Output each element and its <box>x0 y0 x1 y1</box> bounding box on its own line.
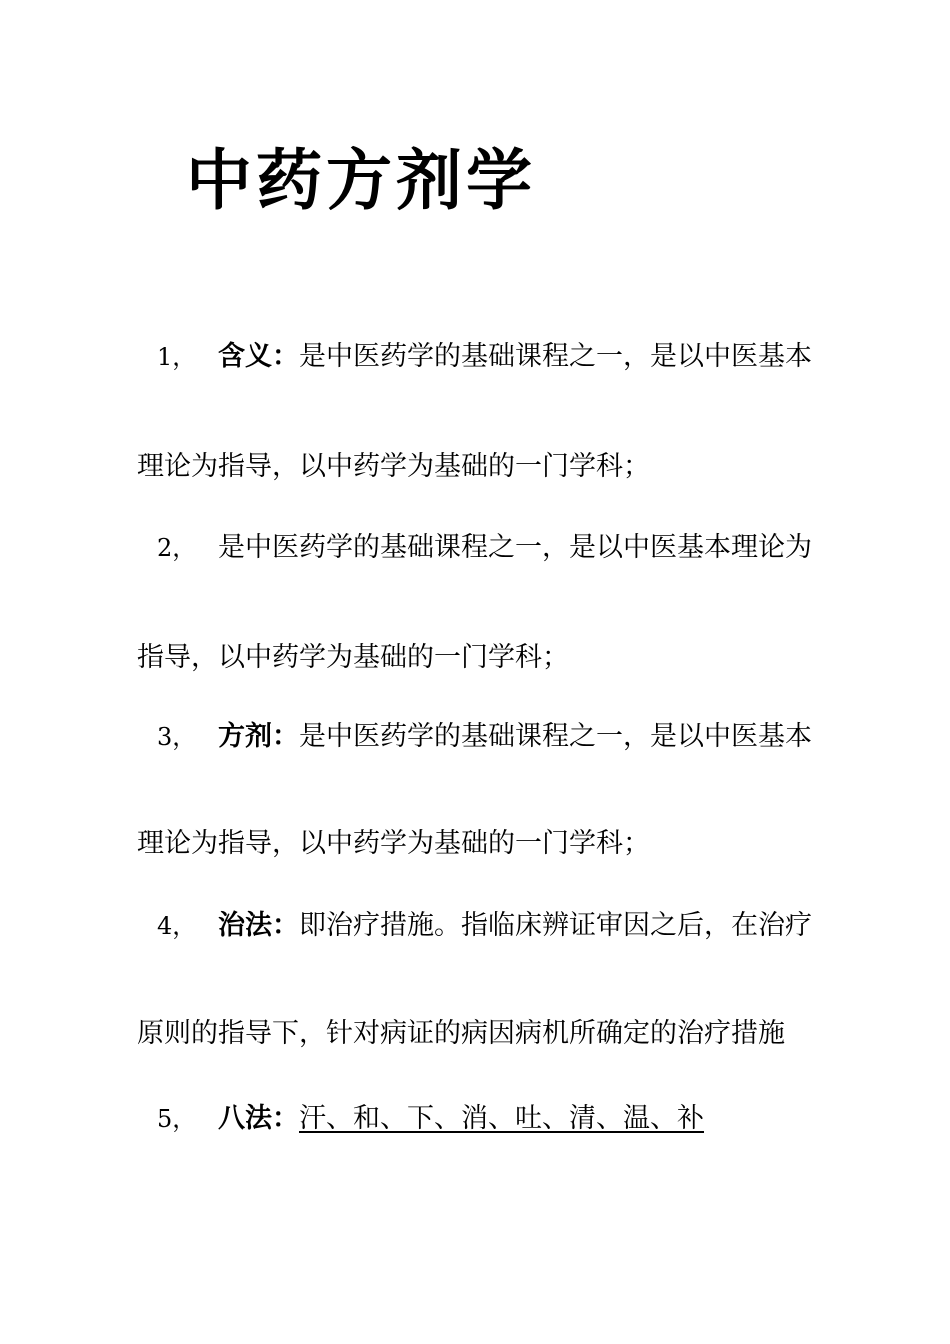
item-number: 3， <box>157 723 197 751</box>
item-continuation-line: 理论为指导，以中药学为基础的一门学科； <box>137 451 650 482</box>
item-first-line <box>218 1105 704 1132</box>
item-colon: ： <box>272 910 299 941</box>
item-number: 4， <box>157 912 197 940</box>
item-text: 是中医药学的基础课程之一，是以中医基本 <box>299 341 812 372</box>
item-first-line <box>218 912 812 939</box>
item-first-line <box>218 343 812 370</box>
item-term: 八法 <box>218 1103 272 1134</box>
item-continuation-line: 指导，以中药学为基础的一门学科； <box>137 642 569 673</box>
item-number: 2， <box>157 534 197 562</box>
item-colon: ： <box>272 1103 299 1134</box>
item-term: 方剂 <box>218 721 272 752</box>
item-number: 1， <box>157 343 197 371</box>
item-first-line <box>218 723 812 750</box>
document-title: 中药方剂学 <box>186 142 536 219</box>
item-colon: ： <box>272 341 299 372</box>
item-term: 含义 <box>218 341 272 372</box>
item-continuation-line: 理论为指导，以中药学为基础的一门学科； <box>137 828 650 859</box>
item-term: 治法 <box>218 910 272 941</box>
item-colon: ： <box>272 721 299 752</box>
item-text: 是中医药学的基础课程之一，是以中医基本 <box>299 721 812 752</box>
item-continuation-line: 原则的指导下，针对病证的病因病机所确定的治疗措施 <box>137 1018 785 1049</box>
item-text: 即治疗措施。指临床辨证审因之后，在治疗 <box>299 910 812 941</box>
item-number: 5， <box>157 1105 197 1133</box>
item-first-line: 是中医药学的基础课程之一，是以中医基本理论为 <box>218 532 812 563</box>
eight-methods-text: 汗、和、下、消、吐、清、温、补 <box>299 1103 704 1134</box>
